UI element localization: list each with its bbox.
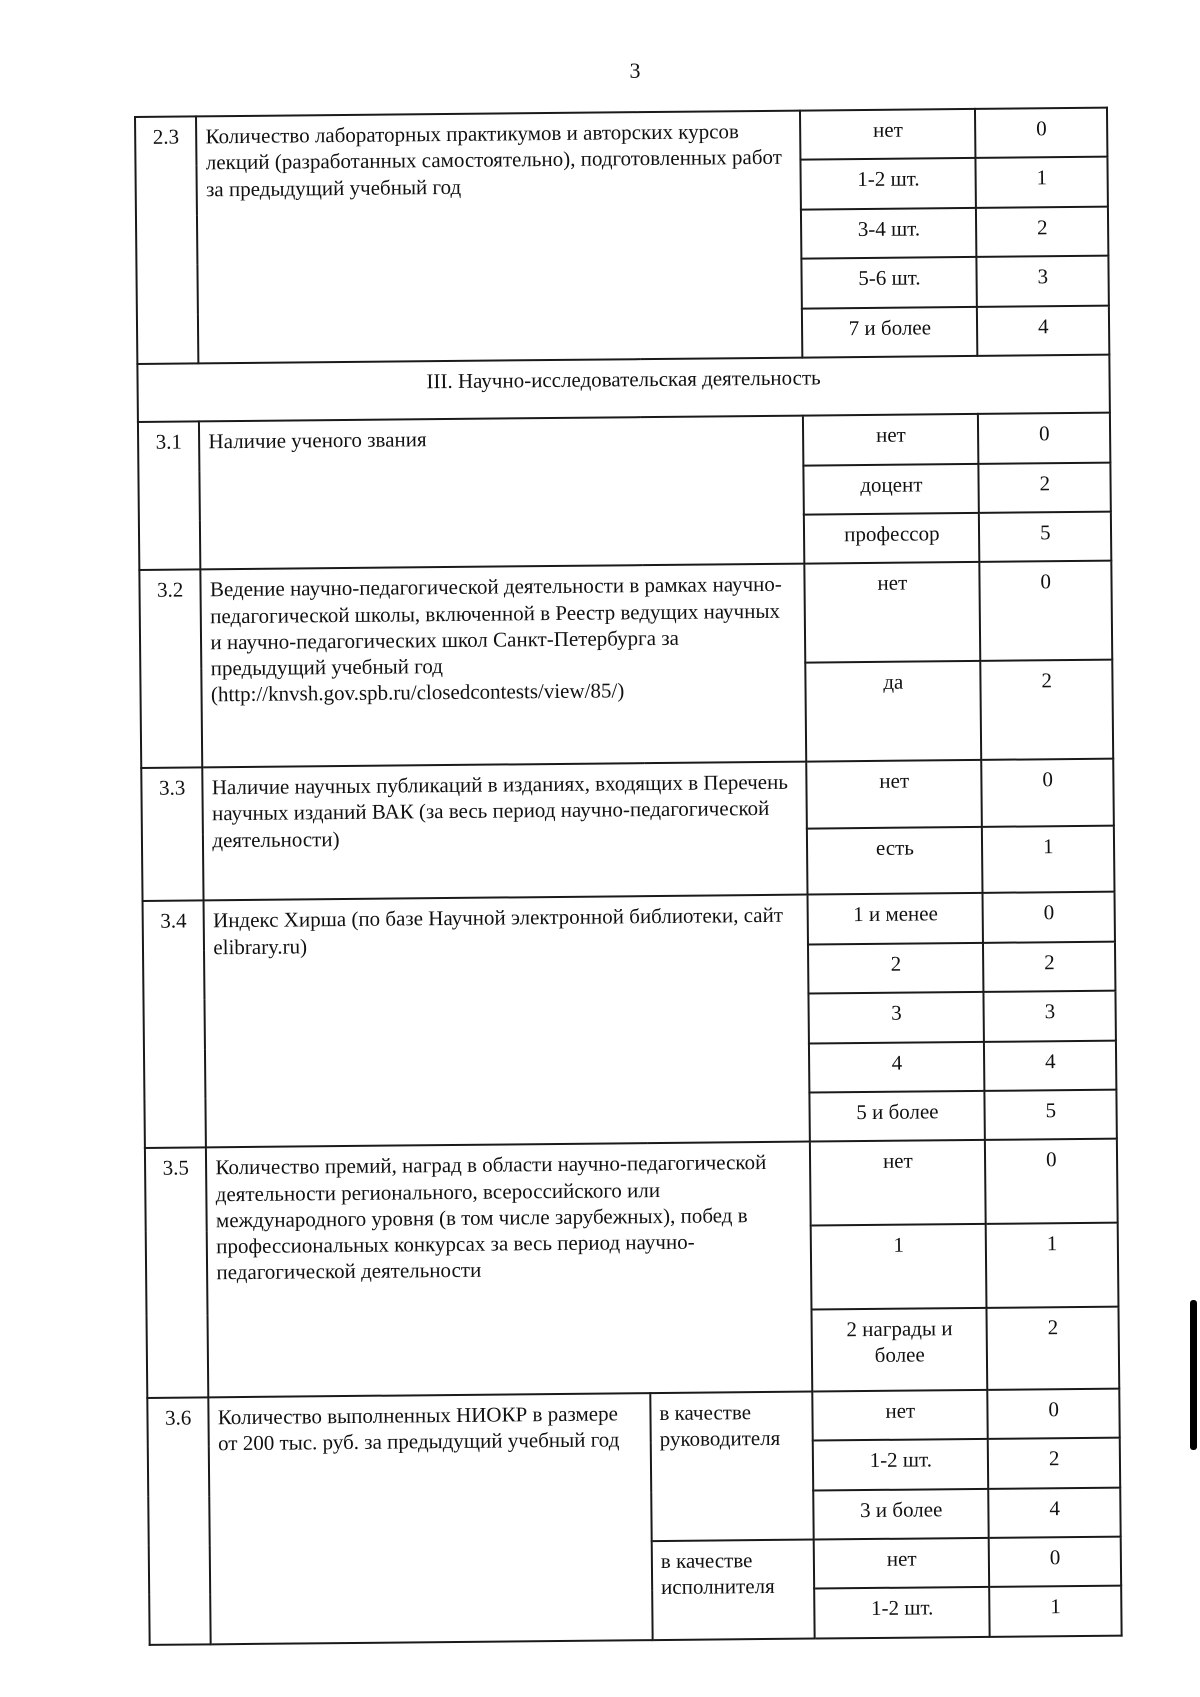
option-cell: 2 bbox=[808, 943, 984, 994]
points-cell: 1 bbox=[982, 825, 1114, 893]
points-cell: 0 bbox=[982, 759, 1114, 827]
option-cell: доцент bbox=[804, 463, 980, 514]
points-cell: 2 bbox=[988, 1438, 1120, 1489]
option-cell: нет bbox=[804, 562, 980, 663]
option-cell: 4 bbox=[809, 1041, 985, 1092]
item-number: 2.3 bbox=[135, 116, 199, 364]
item-description: Наличие научных публикаций в изданиях, входящих в Перечень научных изданий ВАК (за весь период научно-педагогической деятельности) bbox=[203, 762, 808, 901]
item-number: 3.3 bbox=[141, 767, 204, 901]
points-cell: 5 bbox=[979, 512, 1111, 563]
option-cell: нет bbox=[810, 1140, 986, 1225]
points-cell: 2 bbox=[976, 206, 1108, 257]
option-cell: 7 и более bbox=[802, 307, 978, 358]
points-cell: 2 bbox=[987, 1307, 1119, 1390]
item-description: Количество выполненных НИОКР в размере от 200 тыс. руб. за предыдущий учебный год bbox=[209, 1393, 653, 1645]
option-cell: нет bbox=[812, 1390, 988, 1441]
item-number: 3.1 bbox=[138, 422, 201, 571]
table-row bbox=[141, 759, 1114, 835]
points-cell: 0 bbox=[983, 892, 1115, 943]
points-cell: 3 bbox=[984, 991, 1116, 1042]
option-cell: 3 bbox=[809, 992, 985, 1043]
points-cell: 1 bbox=[976, 157, 1108, 208]
option-cell: да bbox=[805, 661, 981, 762]
criteria-table bbox=[134, 107, 1123, 1646]
option-cell: нет bbox=[814, 1538, 990, 1589]
item-description: Количество премий, наград в области научно-педагогической деятельности регионального, всероссийского или международного уровня (в том числе зарубежных), побед в профессиональных конкурсах за весь период научно-педагогической деятельности bbox=[206, 1142, 812, 1397]
table-row bbox=[145, 1139, 1118, 1232]
points-cell: 0 bbox=[978, 413, 1110, 464]
role-leader-label: в качестве руководителя bbox=[650, 1391, 814, 1541]
item-description: Количество лабораторных практикумов и авторских курсов лекций (разработанных самостоятельно), подготовленных работ за предыдущий учебный год bbox=[196, 111, 802, 364]
option-cell: профессор bbox=[804, 513, 980, 564]
option-cell: 1-2 шт. bbox=[801, 158, 977, 209]
section-title: III. Научно-исследовательская деятельность bbox=[137, 355, 1110, 422]
points-cell: 1 bbox=[986, 1223, 1118, 1308]
option-cell: нет bbox=[800, 109, 976, 160]
page-number: 3 bbox=[629, 58, 641, 83]
points-cell: 0 bbox=[985, 1139, 1117, 1224]
points-cell: 0 bbox=[989, 1537, 1121, 1588]
points-cell: 2 bbox=[981, 660, 1113, 760]
points-cell: 1 bbox=[990, 1586, 1122, 1637]
points-cell: 3 bbox=[977, 256, 1109, 307]
table-row bbox=[137, 355, 1110, 422]
option-cell: 1-2 шт. bbox=[814, 1587, 990, 1638]
points-cell: 4 bbox=[984, 1040, 1116, 1091]
points-cell: 4 bbox=[977, 305, 1109, 356]
option-cell: 5 и более bbox=[810, 1091, 986, 1142]
option-cell: нет bbox=[803, 414, 979, 465]
points-cell: 0 bbox=[988, 1388, 1120, 1439]
table-row bbox=[139, 561, 1112, 669]
option-cell: 1 bbox=[811, 1224, 987, 1309]
points-cell: 4 bbox=[989, 1487, 1121, 1538]
points-cell: 2 bbox=[979, 462, 1111, 513]
option-cell: нет bbox=[806, 760, 982, 828]
item-number: 3.2 bbox=[139, 570, 202, 768]
role-executor-label: в качестве исполнителя bbox=[652, 1539, 815, 1640]
points-cell: 5 bbox=[985, 1090, 1117, 1141]
option-cell: 3 и более bbox=[813, 1488, 989, 1539]
item-number: 3.6 bbox=[147, 1397, 211, 1645]
scan-edge-mark bbox=[1190, 1300, 1197, 1450]
option-cell: 1 и менее bbox=[808, 893, 984, 944]
points-cell: 0 bbox=[975, 108, 1107, 159]
option-cell: есть bbox=[807, 827, 983, 895]
option-cell: 3-4 шт. bbox=[801, 208, 977, 259]
option-cell: 5-6 шт. bbox=[802, 257, 978, 308]
option-cell: 2 награды и более bbox=[812, 1308, 988, 1391]
item-description: Индекс Хирша (по базе Научной электронной библиотеки, сайт elibrary.ru) bbox=[204, 895, 810, 1148]
item-number: 3.5 bbox=[145, 1148, 209, 1398]
item-description: Наличие ученого звания bbox=[199, 416, 804, 570]
points-cell: 2 bbox=[983, 941, 1115, 992]
item-description: Ведение научно-педагогической деятельности в рамках научно-педагогической школы, включенной в Реестр ведущих научных и научно-педагогических школ Санкт-Петербурга за предыдущий учебный год (http://knvsh.gov.spb.ru/closedcontests/view/85/) bbox=[201, 564, 807, 767]
points-cell: 0 bbox=[980, 561, 1112, 661]
item-number: 3.4 bbox=[143, 901, 207, 1149]
option-cell: 1-2 шт. bbox=[813, 1439, 989, 1490]
